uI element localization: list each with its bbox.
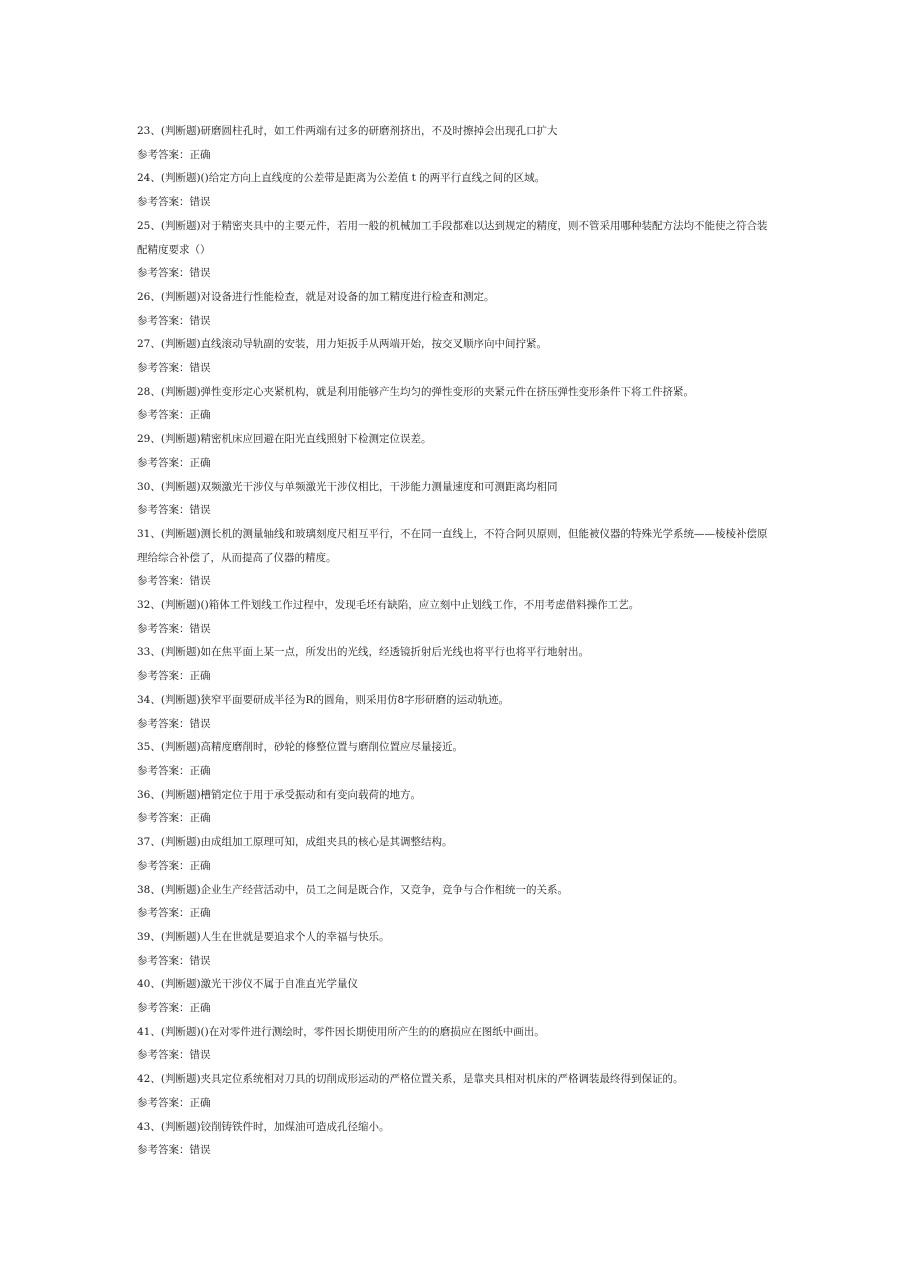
- answer-line: [137, 144, 777, 168]
- answer-line: [137, 713, 777, 737]
- answer-line: [137, 997, 777, 1021]
- answer-line: [137, 191, 777, 215]
- answer-label: 参考答案：: [137, 1096, 190, 1109]
- answer-label: 参考答案：: [137, 148, 190, 161]
- answer-line: [137, 665, 777, 689]
- answer-line: [137, 357, 777, 381]
- answer-value: 正确: [189, 907, 211, 920]
- answer-value: 正确: [189, 409, 211, 422]
- answer-label: 参考答案：: [137, 504, 190, 517]
- answer-label: 参考答案：: [137, 267, 190, 280]
- answer-value: 正确: [189, 456, 211, 469]
- answer-label: 参考答案：: [137, 409, 190, 422]
- question-text: 32、(判断题)()箱体工件划线工作过程中，发现毛坯有缺陷，应立刻中止划线工作，不用考虑借料操作工艺。: [137, 599, 640, 612]
- answer-line: [137, 760, 777, 784]
- question-text: 25、(判断题)对于精密夹具中的主要元件，若用一般的机械加工手段都难以达到规定的精度，则不管采用哪种装配方法均不能使之符合装配精度要求（）: [137, 219, 768, 256]
- question-text: 42、(判断题)夹具定位系统相对刀具的切削成形运动的严格位置关系，是靠夹具相对机床的严格调装最终得到保证的。: [137, 1073, 684, 1086]
- answer-label: 参考答案：: [137, 670, 190, 683]
- question-text: 36、(判断题)槽销定位于用于承受振动和有变向载荷的地方。: [137, 788, 422, 801]
- question-text: 29、(判断题)精密机床应回避在阳光直线照射下检测定位误差。: [137, 433, 432, 446]
- answer-value: 正确: [189, 859, 211, 872]
- question-text: 30、(判断题)双频激光干涉仪与单频激光干涉仪相比，干涉能力测量速度和可测距离均相同: [137, 480, 558, 493]
- answer-line: [137, 570, 777, 594]
- answer-line: [137, 1092, 777, 1116]
- answer-line: [137, 807, 777, 831]
- answer-value: 正确: [189, 1096, 211, 1109]
- question-text: 23、(判断题)研磨圆柱孔时，如工件两端有过多的研磨剂挤出，不及时擦掉会出现孔口扩大: [137, 125, 558, 137]
- answer-label: 参考答案：: [137, 314, 190, 327]
- answer-label: 参考答案：: [137, 1002, 190, 1015]
- answer-label: 参考答案：: [137, 456, 190, 469]
- answer-label: 参考答案：: [137, 575, 190, 588]
- answer-value: 错误: [189, 575, 211, 588]
- question-text: 26、(判断题)对设备进行性能检查，就是对设备的加工精度进行检查和测定。: [137, 290, 495, 303]
- question-text: 31、(判断题)测长机的测量轴线和玻璃刻度尺相互平行，不在同一直线上，不符合阿贝原则，但能被仪器的特殊光学系统——棱棱补偿原理给综合补偿了，从而提高了仪器的精度。: [137, 527, 768, 564]
- answer-label: 参考答案：: [137, 812, 190, 825]
- answer-value: 正确: [189, 812, 211, 825]
- answer-value: 错误: [189, 717, 211, 730]
- question-text: 43、(判断题)铰削铸铁件时，加煤油可造成孔径缩小。: [137, 1120, 390, 1133]
- question-text: 40、(判断题)激光干涉仪不属于自准直光学量仪: [137, 978, 359, 991]
- answer-label: 参考答案：: [137, 859, 190, 872]
- answer-label: 参考答案：: [137, 907, 190, 920]
- answer-label: 参考答案：: [137, 954, 190, 967]
- answer-line: [137, 950, 777, 974]
- answer-line: [137, 618, 777, 642]
- question-text: 34、(判断题)狭窄平面要研成半径为R的圆角，则采用仿8字形研磨的运动轨迹。: [137, 693, 510, 706]
- answer-value: 正确: [189, 764, 211, 777]
- question-text: 38、(判断题)企业生产经营活动中，员工之间是既合作，又竞争，竞争与合作相统一的关系。: [137, 883, 569, 896]
- question-text: 24、(判断题)()给定方向上直线度的公差带是距离为公差值 t 的两平行直线之间的区域。: [137, 172, 546, 185]
- answer-value: 错误: [189, 1049, 211, 1062]
- answer-label: 参考答案：: [137, 1144, 190, 1157]
- answer-value: 正确: [189, 670, 211, 683]
- answer-line: [137, 404, 777, 428]
- answer-label: 参考答案：: [137, 622, 190, 635]
- answer-value: 错误: [189, 196, 211, 209]
- answer-label: 参考答案：: [137, 764, 190, 777]
- answer-value: 错误: [189, 954, 211, 967]
- answer-value: 错误: [189, 362, 211, 375]
- document-page: [137, 120, 777, 1163]
- question-text: 39、(判断题)人生在世就是要追求个人的幸福与快乐。: [137, 930, 390, 943]
- answer-line: [137, 1044, 777, 1068]
- answer-value: 错误: [189, 504, 211, 517]
- answer-label: 参考答案：: [137, 717, 190, 730]
- answer-line: [137, 499, 777, 523]
- question-text: 41、(判断题)()在对零件进行测绘时，零件因长期使用所产生的的磨损应在图纸中画出。: [137, 1025, 545, 1038]
- answer-label: 参考答案：: [137, 196, 190, 209]
- question-text: 35、(判断题)高精度磨削时，砂轮的修整位置与磨削位置应尽量接近。: [137, 741, 464, 754]
- answer-value: 错误: [189, 267, 211, 280]
- answer-value: 正确: [189, 1002, 211, 1015]
- answer-label: 参考答案：: [137, 1049, 190, 1062]
- answer-line: [137, 452, 777, 476]
- answer-line: [137, 902, 777, 926]
- answer-line: [137, 262, 777, 286]
- answer-line: [137, 310, 777, 334]
- question-text: 28、(判断题)弹性变形定心夹紧机构，就是利用能够产生均匀的弹性变形的夹紧元件在挤压弹性变形条件下将工件挤紧。: [137, 385, 695, 398]
- answer-value: 正确: [189, 148, 211, 161]
- answer-label: 参考答案：: [137, 362, 190, 375]
- answer-value: 错误: [189, 314, 211, 327]
- question-text: 27、(判断题)直线滚动导轨副的安装，用力矩扳手从两端开始，按交叉顺序向中间拧紧。: [137, 338, 548, 351]
- answer-line: [137, 855, 777, 879]
- answer-line: [137, 1139, 777, 1163]
- question-text: 37、(判断题)由成组加工原理可知，成组夹具的核心是其调整结构。: [137, 836, 453, 849]
- answer-value: 错误: [189, 622, 211, 635]
- answer-value: 错误: [189, 1144, 211, 1157]
- question-text: 33、(判断题)如在焦平面上某一点，所发出的光线，经透镜折射后光线也将平行也将平行地射出。: [137, 646, 590, 659]
